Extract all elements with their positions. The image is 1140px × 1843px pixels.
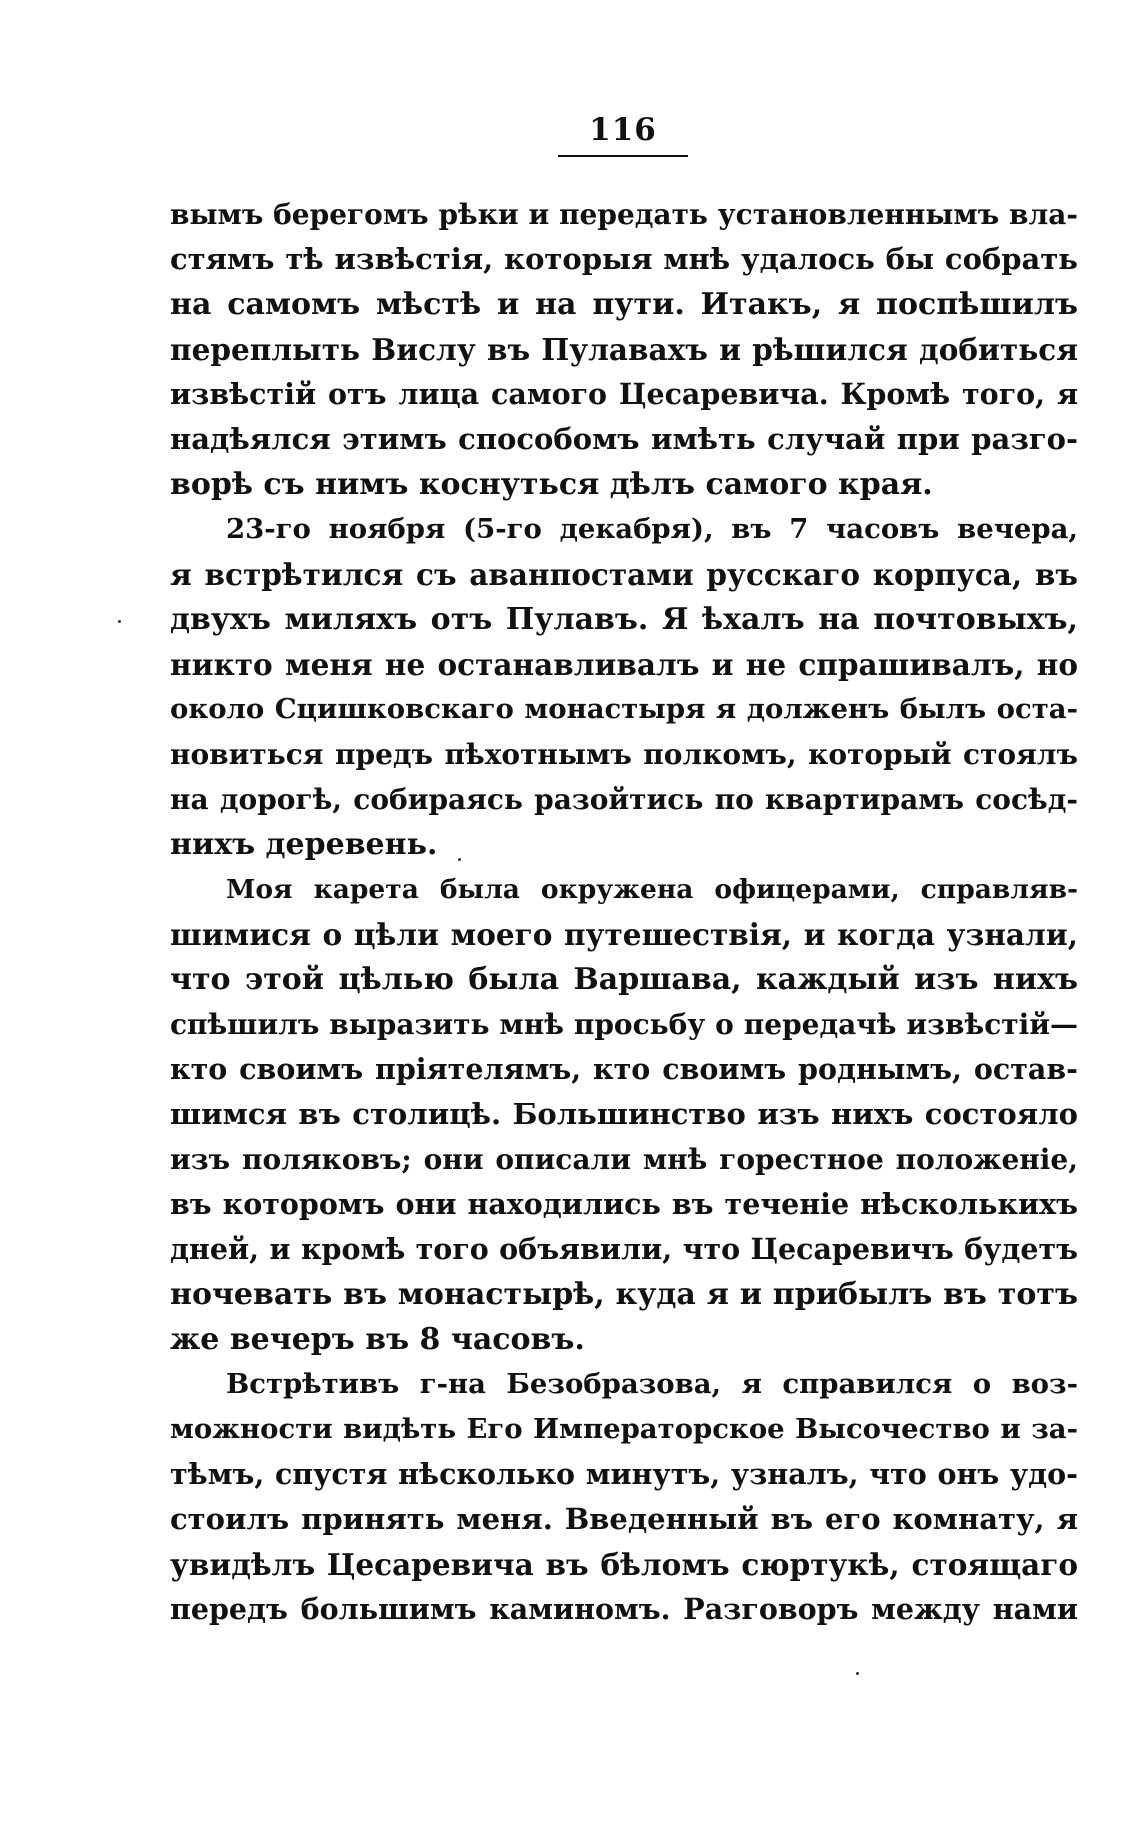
text-line: шимся въ столицѣ. Большинство изъ нихъ состояло bbox=[170, 1097, 1078, 1131]
paragraph bbox=[170, 507, 1078, 867]
text-line: около Сцишковскаго монастыря я долженъ былъ оста- bbox=[170, 693, 1078, 725]
scan-speck bbox=[118, 620, 121, 623]
scan-speck bbox=[856, 1672, 859, 1675]
text-line: вымъ берегомъ рѣки и передать установленнымъ вла- bbox=[170, 198, 1078, 231]
text-line: новиться предъ пѣхотнымъ полкомъ, который стоялъ bbox=[170, 738, 1078, 771]
text-line: извѣстій отъ лица самого Цесаревича. Кромѣ того, я bbox=[170, 377, 1078, 411]
text-line: надѣялся этимъ способомъ имѣть случай при разго- bbox=[170, 422, 1078, 456]
text-line: Встрѣтивъ г-на Безобразова, я справился о воз- bbox=[226, 1368, 1078, 1400]
text-line: на самомъ мѣстѣ и на пути. Итакъ, я поспѣшилъ bbox=[170, 287, 1078, 322]
text-line: шимися о цѣли моего путешествія, и когда узнали, bbox=[170, 917, 1078, 952]
text-line: дней, и кромѣ того объявили, что Цесаревичъ будетъ bbox=[170, 1232, 1078, 1266]
text-line: стоилъ принять меня. Введенный въ его комнату, я bbox=[170, 1502, 1078, 1536]
text-line: на дорогѣ, собираясь разойтись по квартирамъ сосѣд- bbox=[170, 783, 1078, 816]
text-line: я встрѣтился съ аванпостами русскаго корпуса, въ bbox=[170, 557, 1078, 592]
paragraph bbox=[170, 1362, 1078, 1632]
paragraph bbox=[170, 867, 1078, 1362]
text-line: ночевать въ монастырѣ, куда я и прибылъ въ тотъ bbox=[170, 1277, 1078, 1312]
paragraph bbox=[170, 192, 1078, 507]
text-line: стямъ тѣ извѣстія, которыя мнѣ удалось бы собрать bbox=[170, 242, 1078, 276]
text-line: увидѣлъ Цесаревича въ бѣломъ сюртукѣ, стоящаго bbox=[170, 1547, 1078, 1582]
page-number-rule bbox=[558, 155, 688, 157]
text-line: передъ большимъ каминомъ. Разговоръ между нами bbox=[170, 1592, 1078, 1626]
text-line: переплыть Вислу въ Пулавахъ и рѣшился добиться bbox=[170, 332, 1078, 367]
text-line: 23-го ноября (5-го декабря), въ 7 часовъ вечера, bbox=[226, 513, 1078, 545]
page-number: 116 bbox=[589, 112, 657, 148]
text-line: ворѣ съ нимъ коснуться дѣлъ самого края. bbox=[170, 467, 933, 502]
text-line: двухъ миляхъ отъ Пулавъ. Я ѣхалъ на почтовыхъ, bbox=[170, 602, 1078, 637]
text-line: можности видѣть Его Императорское Высочество и за- bbox=[170, 1413, 1078, 1445]
text-line: спѣшилъ выразить мнѣ просьбу о передачѣ извѣстій— bbox=[170, 1008, 1078, 1041]
text-line: кто своимъ пріятелямъ, кто своимъ роднымъ, остав- bbox=[170, 1052, 1078, 1086]
text-line: тѣмъ, спустя нѣсколько минутъ, узналъ, что онъ удо- bbox=[170, 1457, 1078, 1491]
text-line: нихъ деревень. bbox=[170, 827, 438, 862]
text-line: что этой цѣлью была Варшава, каждый изъ нихъ bbox=[170, 962, 1078, 997]
text-line: же вечеръ въ 8 часовъ. bbox=[170, 1322, 585, 1357]
text-line: Моя карета была окружена офицерами, справляв- bbox=[226, 874, 1078, 905]
text-line: изъ поляковъ; они описали мнѣ горестное положеніе, bbox=[170, 1143, 1078, 1176]
scan-speck bbox=[458, 858, 461, 861]
text-line: никто меня не останавливалъ и не спрашивалъ, но bbox=[170, 647, 1078, 682]
body-text bbox=[170, 192, 1078, 1632]
text-line: въ которомъ они находились въ теченіе нѣсколькихъ bbox=[170, 1187, 1078, 1221]
